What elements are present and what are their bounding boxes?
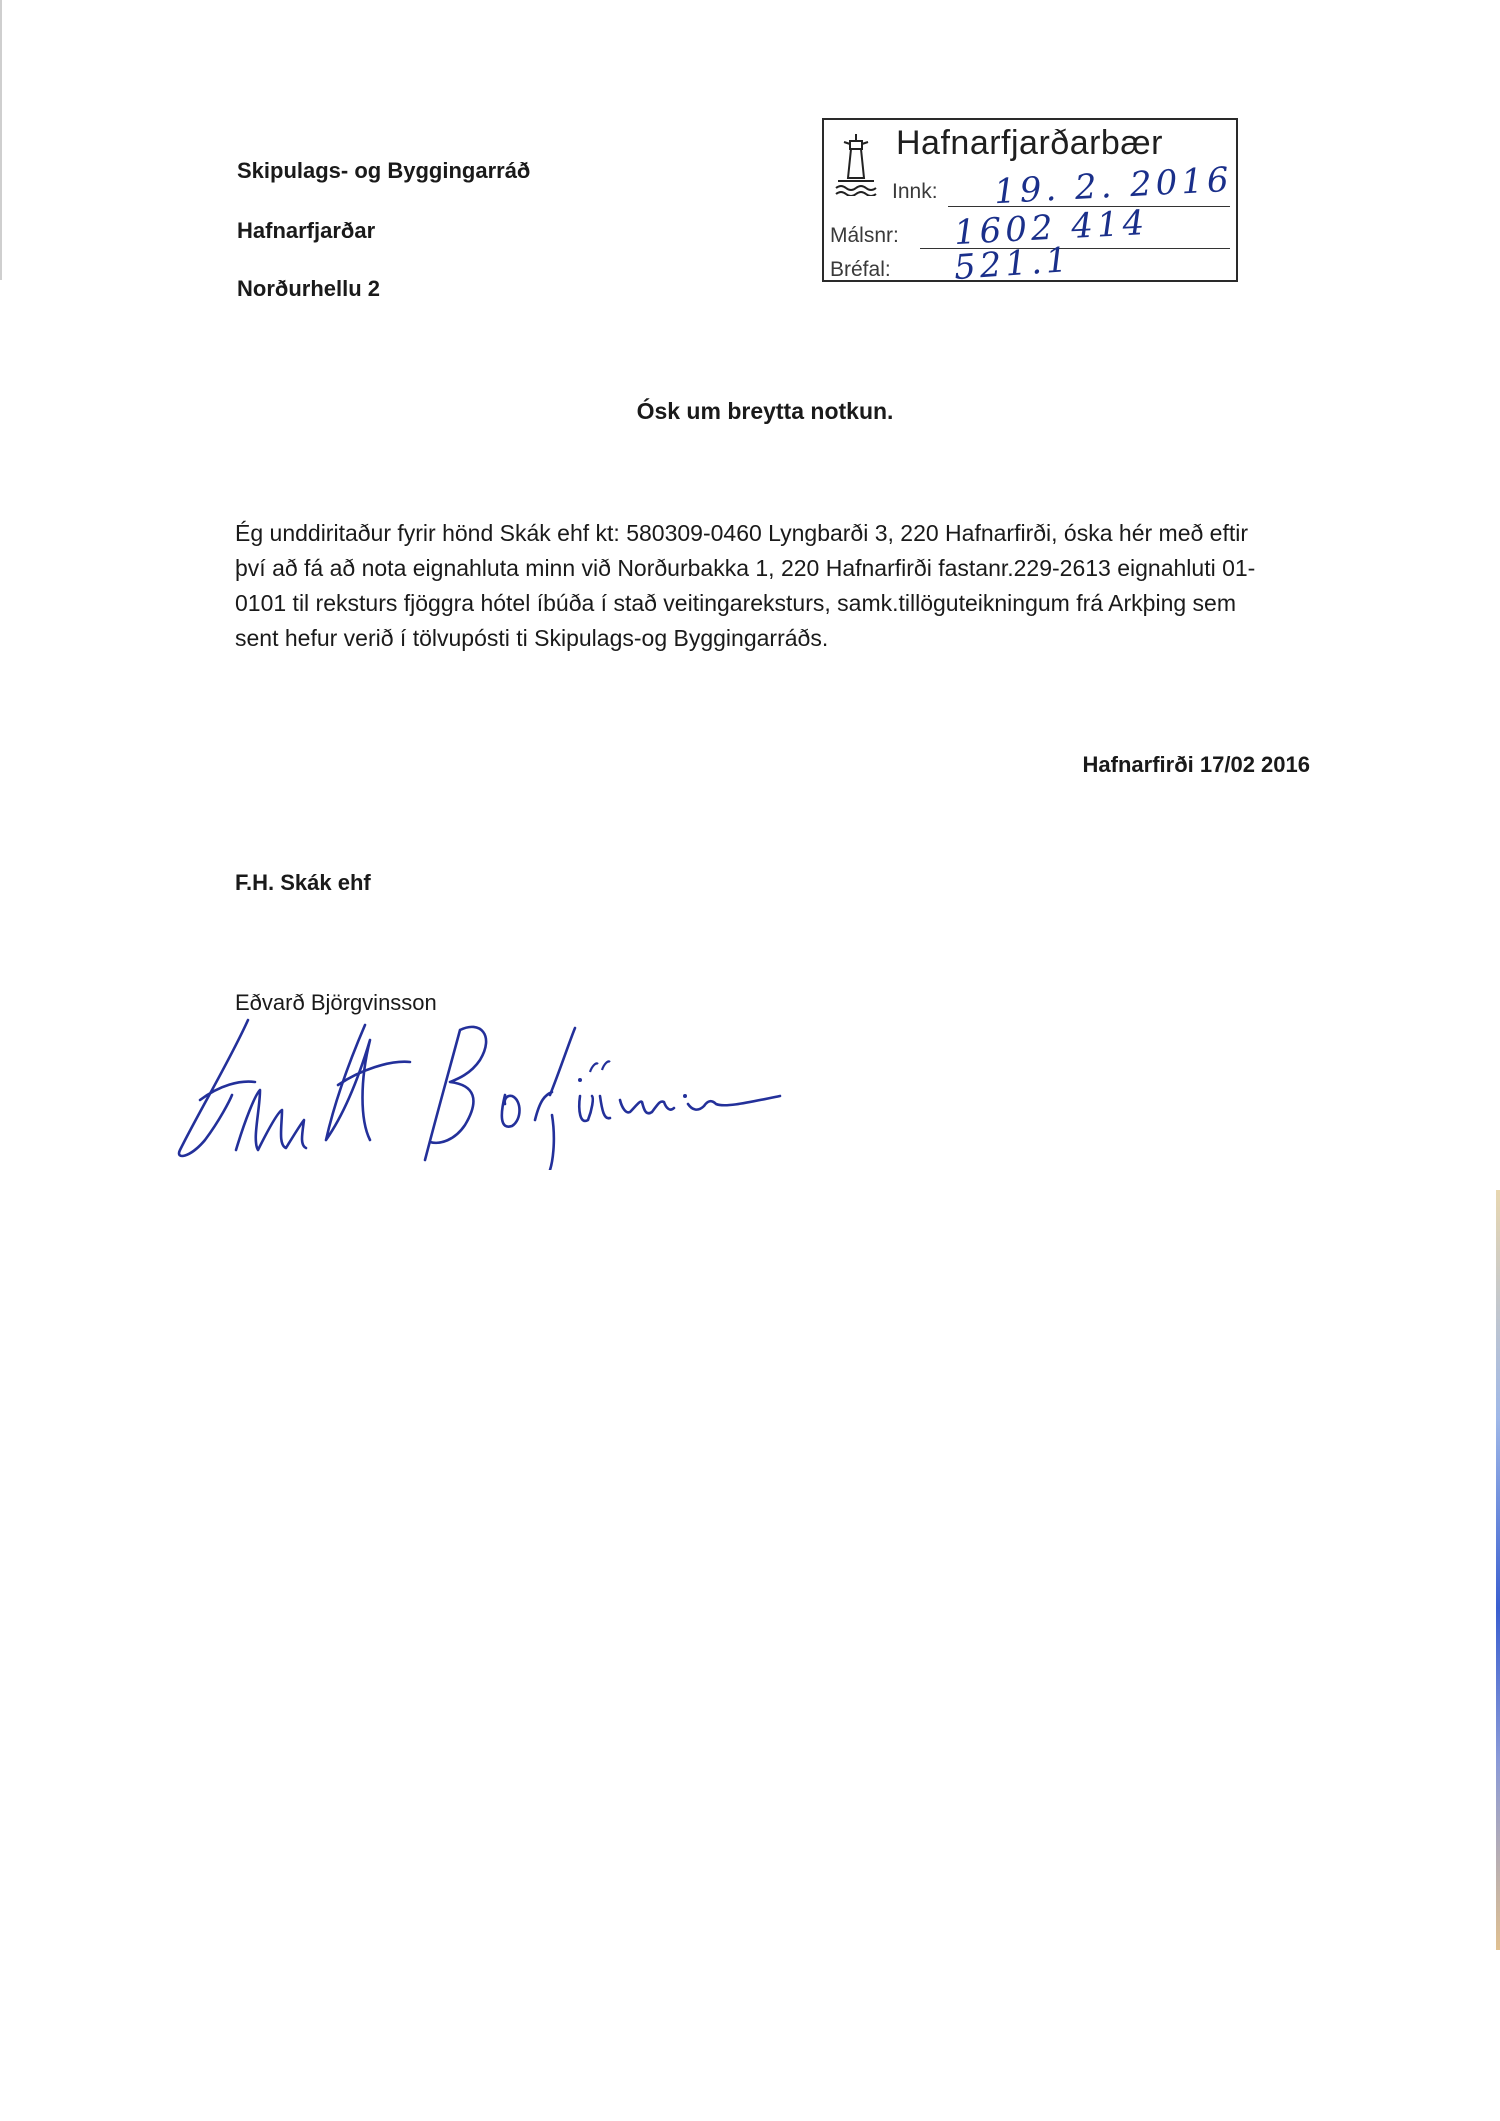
recipient-line-2: Hafnarfjarðar	[237, 218, 376, 243]
company-line: F.H. Skák ehf	[235, 870, 371, 895]
place-date: Hafnarfirði 17/02 2016	[1082, 752, 1310, 777]
handwritten-signature	[160, 1000, 820, 1170]
signer-name: Eðvarð Björgvinsson	[235, 990, 437, 1015]
received-stamp	[822, 118, 1238, 289]
recipient-line-3: Norðurhellu 2	[237, 276, 381, 301]
stamp-organization: Hafnarfjarðarbær	[896, 124, 1163, 162]
scan-edge-left	[0, 0, 2, 280]
lighthouse-icon	[834, 132, 878, 196]
stamp-innk-value: 19. 2. 2016	[993, 159, 1234, 213]
document-title: Ósk um breytta notkun.	[636, 398, 894, 424]
stamp-brefal-value: 521.1	[952, 239, 1073, 289]
scan-edge-right	[1496, 1190, 1500, 1950]
body-line: Ég unddiritaður fyrir hönd Skák ehf kt: 580309-0460 Lyngbarði 3, 220 Hafnarfirði, óska hér með eftir	[235, 520, 1249, 546]
body-line: því að fá að nota eignahluta minn við Norðurbakka 1, 220 Hafnarfirði fastanr.229-2613 eignahluti 01-	[235, 555, 1256, 581]
stamp-malsnr-value: 1602 414	[953, 202, 1150, 254]
body-line: sent hefur verið í tölvupósti ti Skipulags-og Byggingarráðs.	[235, 625, 829, 651]
stamp-brefal-label: Bréfal:	[830, 258, 891, 281]
body-line: 0101 til reksturs fjöggra hótel íbúða í stað veitingareksturs, samk.tillöguteikningum frá Arkþing sem	[235, 590, 1236, 616]
recipient-line-1: Skipulags- og Byggingarráð	[237, 158, 531, 183]
stamp-malsnr-label: Málsnr:	[830, 224, 899, 247]
body-paragraph	[235, 516, 1315, 656]
stamp-innk-label: Innk:	[892, 180, 938, 203]
